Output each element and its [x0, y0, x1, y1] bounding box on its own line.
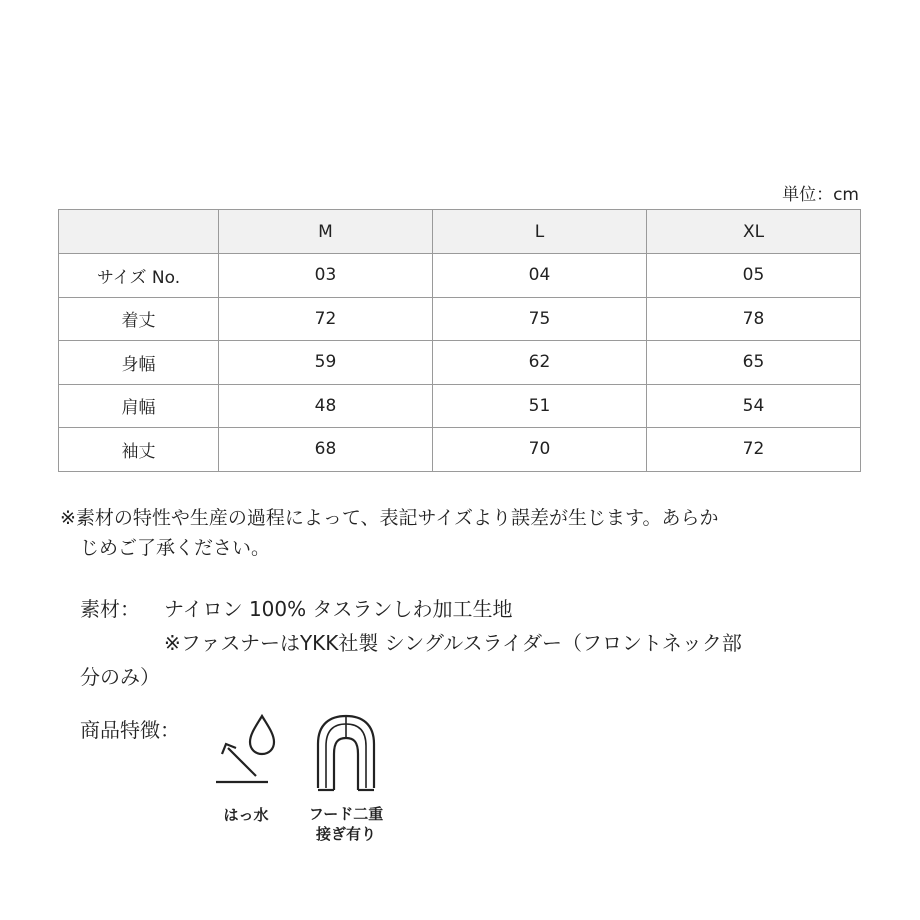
double-hood-caption-line-1: フード二重 — [308, 805, 384, 823]
table-cell: 70 — [433, 428, 647, 472]
table-row — [59, 428, 861, 472]
double-hood-caption-line-2: 接ぎ有り — [315, 825, 376, 843]
features-label: 商品特徴： — [80, 718, 180, 742]
water-repellent-caption — [214, 805, 278, 825]
material-line-3: 分のみ） — [80, 665, 160, 689]
table-header-l: L — [433, 210, 647, 254]
table-header-m: M — [219, 210, 433, 254]
row-label: 身幅 — [59, 341, 219, 385]
unit-label: 単位：cm — [782, 185, 859, 205]
table-cell: 75 — [433, 297, 647, 341]
table-row — [59, 297, 861, 341]
row-label: 着丈 — [59, 297, 219, 341]
material-line-1: ナイロン 100% タスランしわ加工生地 — [164, 597, 513, 621]
table-cell: 72 — [647, 428, 861, 472]
table-cell: 62 — [433, 341, 647, 385]
size-note — [60, 503, 860, 563]
material-line-2: ※ファスナーはYKK社製 シングルスライダー（フロントネック部 — [164, 631, 742, 655]
table-cell: 54 — [647, 384, 861, 428]
table-header-xl: XL — [647, 210, 861, 254]
table-header-empty — [59, 210, 219, 254]
material-section — [80, 592, 742, 694]
table-cell: 04 — [433, 254, 647, 298]
row-label: 肩幅 — [59, 384, 219, 428]
table-cell: 72 — [219, 297, 433, 341]
table-cell: 51 — [433, 384, 647, 428]
note-line-1: ※素材の特性や生産の過程によって、表記サイズより誤差が生じます。あらか — [60, 507, 719, 529]
table-cell: 05 — [647, 254, 861, 298]
size-table — [58, 209, 861, 472]
table-cell: 03 — [219, 254, 433, 298]
table-row — [59, 254, 861, 298]
water-repellent-icon — [208, 710, 282, 790]
table-header-row — [59, 210, 861, 254]
table-cell: 68 — [219, 428, 433, 472]
material-label: 素材： — [80, 597, 140, 621]
table-row — [59, 384, 861, 428]
double-hood-caption — [300, 804, 392, 844]
table-cell: 59 — [219, 341, 433, 385]
water-repellent-caption-line-1: はっ水 — [223, 806, 269, 824]
table-cell: 78 — [647, 297, 861, 341]
row-label: サイズ No. — [59, 254, 219, 298]
double-hood-icon — [308, 710, 384, 796]
note-line-2: じめご了承ください。 — [80, 537, 271, 559]
row-label: 袖丈 — [59, 428, 219, 472]
table-cell: 65 — [647, 341, 861, 385]
table-cell: 48 — [219, 384, 433, 428]
table-row — [59, 341, 861, 385]
